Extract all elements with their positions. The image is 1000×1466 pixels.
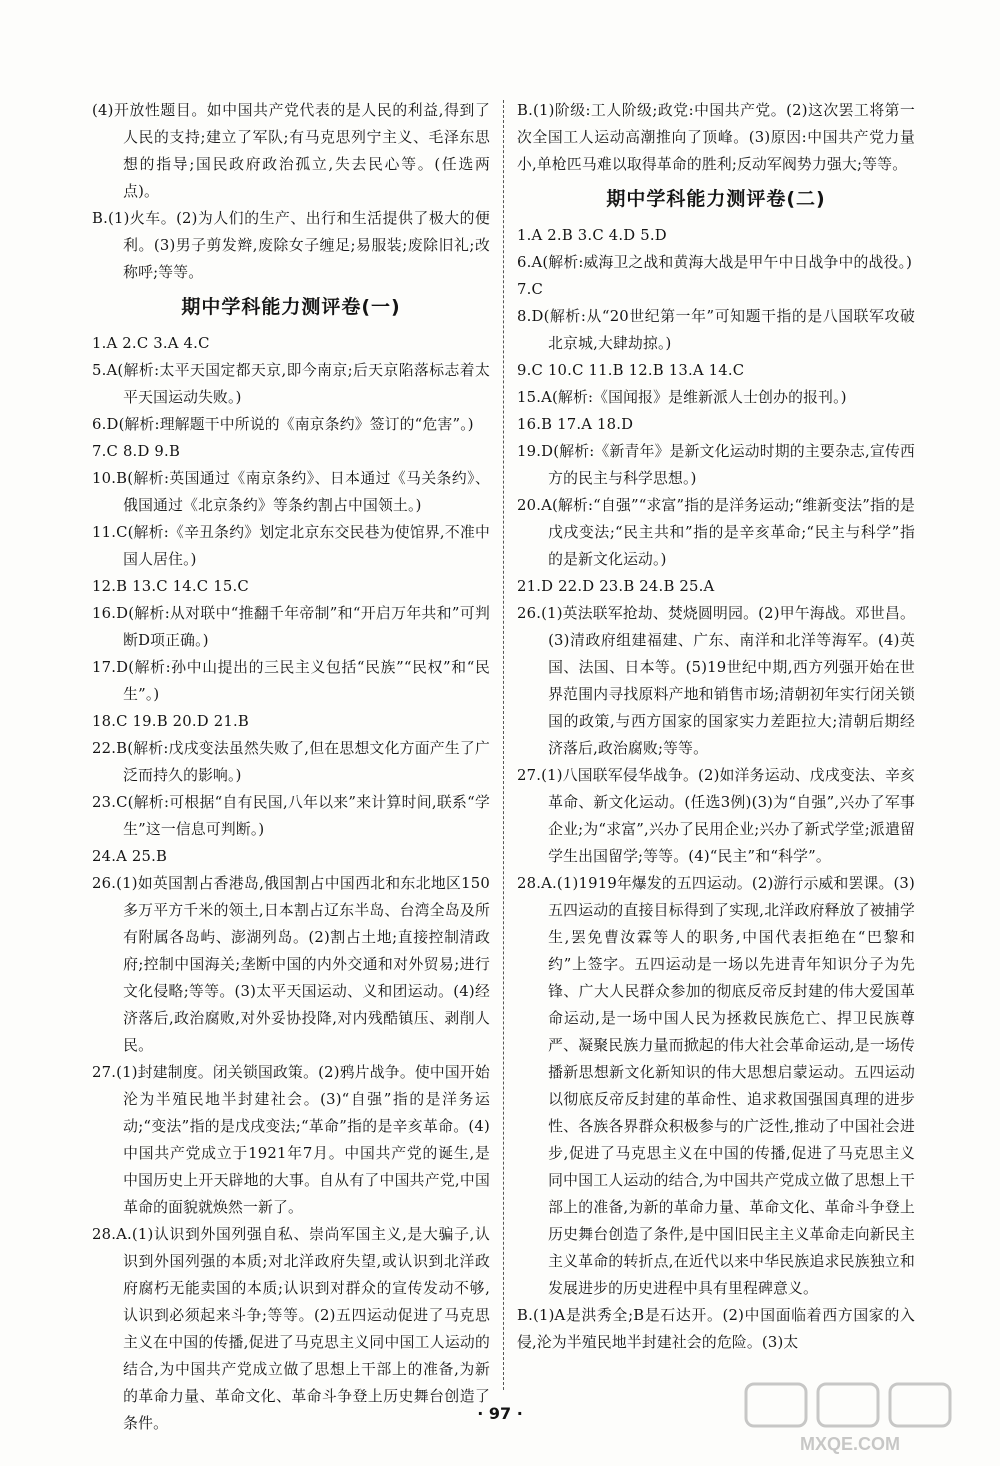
answer-paragraph: 24.A 25.B bbox=[92, 848, 168, 865]
answer-paragraph: 28.A.(1)认识到外国列强自私、崇尚军国主义,是大骗子,认识到外国列强的本质;对北洋政府失望,或认识到北洋政府腐朽无能卖国的本质;认识到对群众的宣传发动不够,认识到必须起来斗争;等等。(2)五四运动促进了马克思主义在中国的传播,促进了马克思主义同中国工人运动的结合,为中国共产党成立做了思想上干部上的准备,为新的革命力量、革命文化、革命斗争登上历史舞台创造了条件。 bbox=[92, 1226, 490, 1432]
answer-paragraph: 28.A.(1)1919年爆发的五四运动。(2)游行示威和罢课。(3)五四运动的直接目标得到了实现,北洋政府释放了被捕学生,罢免曹汝霖等人的职务,中国代表拒绝在“巴黎和约”上签字。五四运动是一场以先进青年知识分子为先锋、广大人民群众参加的彻底反帝反封建的伟大爱国革命运动,是一场中国人民为拯救民族危亡、捍卫民族尊严、凝聚民族力量而掀起的伟大社会革命运动,是一场传播新思想新文化新知识的伟大思想启蒙运动。五四运动以彻底反帝反封建的革命性、追求救国强国真理的进步性、各族各界群众积极参与的广泛性,推动了中国社会进步,促进了马克思主义在中国的传播,促进了马克思主义同中国工人运动的结合,为中国共产党成立做了思想上干部上的准备,为新的革命力量、革命文化、革命斗争登上历史舞台创造了条件,是中国旧民主主义革命走向新民主主义革命的转折点,在近代以来中华民族追求民族独立和发展进步的历史进程中具有里程碑意义。 bbox=[517, 875, 916, 1297]
answer-paragraph: 9.C 10.C 11.B 12.B 13.A 14.C bbox=[517, 362, 745, 379]
answer-paragraph: 26.(1)英法联军抢劫、焚烧圆明园。(2)甲午海战。邓世昌。(3)清政府组建福建、广东、南洋和北洋等海军。(4)英国、法国、日本等。(5)19世纪中期,西方列强开始在世界范围内寻找原料产地和销售市场;清朝初年实行闭关锁国的政策,与西方国家的国家实力差距拉大;清朝后期经济落后,政治腐败;等等。 bbox=[517, 605, 915, 757]
answer-paragraph: 10.B(解析:英国通过《南京条约》、日本通过《马关条约》、俄国通过《北京条约》等条约割占中国领土。) bbox=[92, 470, 490, 514]
answer-paragraph: 27.(1)八国联军侵华战争。(2)如洋务运动、戊戌变法、辛亥革命、新文化运动。(任选3例)(3)为“自强”,兴办了军事企业;为“求富”,兴办了民用企业;兴办了新式学堂;派遣留学生出国留学;等等。(4)“民主”和“科学”。 bbox=[517, 767, 915, 865]
answer-paragraph: 17.D(解析:孙中山提出的三民主义包括“民族”“民权”和“民生”。) bbox=[92, 659, 490, 703]
watermark-logo bbox=[740, 1378, 960, 1458]
answer-paragraph: (4)开放性题目。如中国共产党代表的是人民的利益,得到了人民的支持;建立了军队;有马克思列宁主义、毛泽东思想的指导;国民政府政治孤立,失去民心等。(任选两点)。 bbox=[92, 102, 490, 200]
answer-paragraph: 21.D 22.D 23.B 24.B 25.A bbox=[517, 578, 715, 595]
left-column bbox=[92, 97, 490, 1437]
answer-paragraph: 6.D(解析:理解题干中所说的《南京条约》签订的“危害”。) bbox=[92, 416, 474, 433]
answer-paragraph: 15.A(解析:《国闻报》是维新派人士创办的报刊。) bbox=[517, 389, 847, 406]
answer-paragraph: 8.D(解析:从“20世纪第一年”可知题干指的是八国联军攻破北京城,大肆劫掠。) bbox=[517, 308, 915, 352]
answer-paragraph: 7.C bbox=[517, 281, 544, 298]
answer-paragraph: 16.D(解析:从对联中“推翻千年帝制”和“开启万年共和”可判断D项正确。) bbox=[92, 605, 490, 649]
answer-paragraph: 18.C 19.B 20.D 21.B bbox=[92, 713, 249, 730]
answer-paragraph: 11.C(解析:《辛丑条约》划定北京东交民巷为使馆界,不准中国人居住。) bbox=[92, 524, 490, 568]
answer-paragraph: 12.B 13.C 14.C 15.C bbox=[92, 578, 249, 595]
answer-paragraph: B.(1)A是洪秀全;B是石达开。(2)中国面临着西方国家的入侵,沦为半殖民地半封建社会的危险。(3)太 bbox=[517, 1307, 915, 1351]
column-divider bbox=[503, 100, 504, 1390]
answer-paragraph: 16.B 17.A 18.D bbox=[517, 416, 634, 433]
answer-paragraph: 1.A 2.B 3.C 4.D 5.D bbox=[517, 227, 667, 244]
page-number: · 97 · bbox=[477, 1404, 523, 1423]
answer-paragraph: 26.(1)如英国割占香港岛,俄国割占中国西北和东北地区150多万平方千米的领土,日本割占辽东半岛、台湾全岛及所有附属各岛屿、澎湖列岛。(2)割占土地;直接控制清政府;控制中国海关;垄断中国的内外交通和对外贸易;进行文化侵略;等等。(3)太平天国运动、义和团运动。(4)经济落后,政治腐败,对外妥协投降,对内残酷镇压、剥削人民。 bbox=[92, 875, 490, 1054]
watermark-text: MXQE.COM bbox=[799, 1434, 901, 1454]
answer-paragraph: 5.A(解析:太平天国定都天京,即今南京;后天京陷落标志着太平天国运动失败。) bbox=[92, 362, 490, 406]
answer-paragraph: 20.A(解析:“自强”“求富”指的是洋务运动;“维新变法”指的是戊戌变法;“民主共和”指的是辛亥革命;“民主与科学”指的是新文化运动。) bbox=[517, 497, 915, 568]
right-column bbox=[517, 97, 915, 1356]
answer-paragraph: 7.C 8.D 9.B bbox=[92, 443, 181, 460]
answer-paragraph: B.(1)阶级:工人阶级;政党:中国共产党。(2)这次罢工将第一次全国工人运动高潮推向了顶峰。(3)原因:中国共产党力量小,单枪匹马难以取得革命的胜利;反动军阀势力强大;等等。 bbox=[517, 102, 915, 173]
answer-paragraph: 1.A 2.C 3.A 4.C bbox=[92, 335, 210, 352]
answer-paragraph: 22.B(解析:戊戌变法虽然失败了,但在思想文化方面产生了广泛而持久的影响。) bbox=[92, 740, 490, 784]
answer-paragraph: 6.A(解析:威海卫之战和黄海大战是甲午中日战争中的战役。) bbox=[517, 254, 913, 271]
answer-paragraph: 19.D(解析:《新青年》是新文化运动时期的主要杂志,宣传西方的民主与科学思想。) bbox=[517, 443, 915, 487]
section-heading: 期中学科能力测评卷(二) bbox=[606, 188, 826, 210]
answer-paragraph: 27.(1)封建制度。闭关锁国政策。(2)鸦片战争。使中国开始沦为半殖民地半封建社会。(3)“自强”指的是洋务运动;“变法”指的是戊戌变法;“革命”指的是辛亥革命。(4)中国共产党成立于1921年7月。中国共产党的诞生,是中国历史上开天辟地的大事。自从有了中国共产党,中国革命的面貌就焕然一新了。 bbox=[92, 1064, 490, 1216]
section-heading: 期中学科能力测评卷(一) bbox=[181, 296, 401, 318]
answer-paragraph: B.(1)火车。(2)为人们的生产、出行和生活提供了极大的便利。(3)男子剪发辫,废除女子缠足;易服装;废除旧礼;改称呼;等等。 bbox=[92, 210, 490, 281]
answer-paragraph: 23.C(解析:可根据“自有民国,八年以来”来计算时间,联系“学生”这一信息可判断。) bbox=[92, 794, 490, 838]
